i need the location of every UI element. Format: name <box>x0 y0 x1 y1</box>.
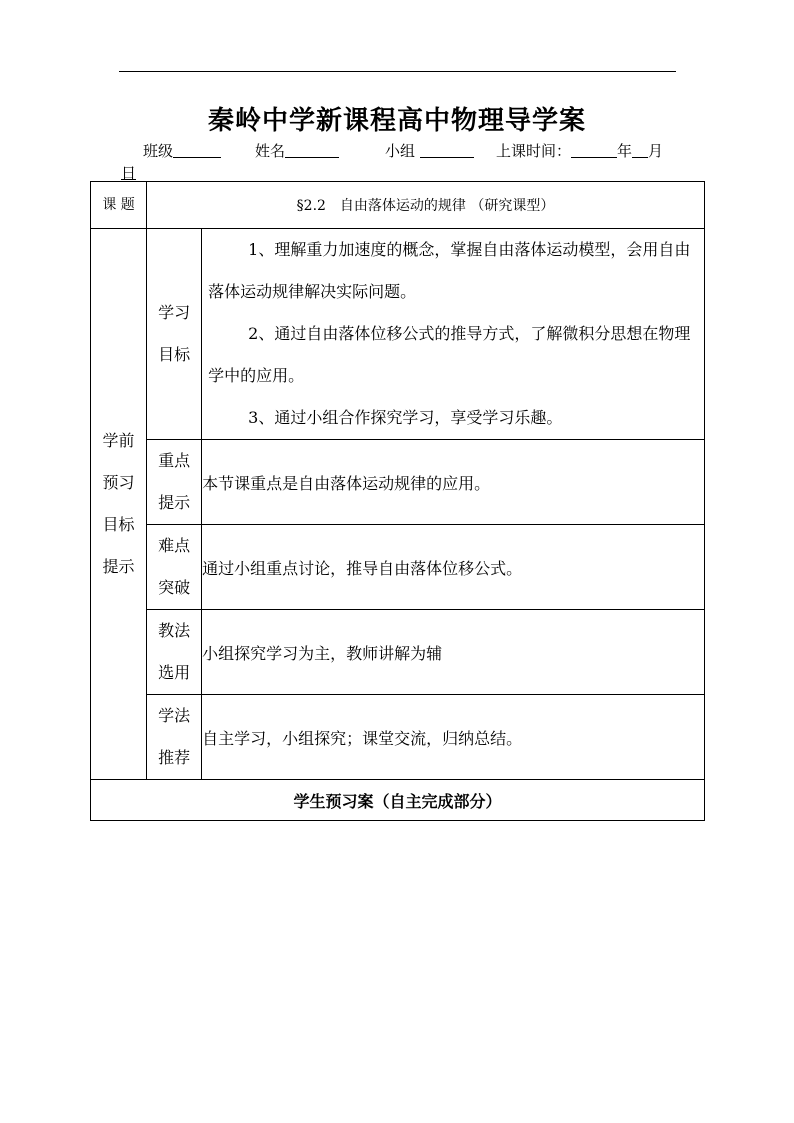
time-field: 上课时间： 年 月 <box>496 142 664 160</box>
name-field: 姓名 <box>255 140 339 161</box>
goal-item: 3、通过小组合作探究学习，享受学习乐趣。 <box>248 408 563 427</box>
table-row <box>91 229 705 440</box>
key-points-content: 本节课重点是自由落体运动规律的应用。 <box>202 440 705 525</box>
preview-section-title: 学生预习案（自主完成部分） <box>91 780 705 821</box>
learning-method-content: 自主学习，小组探究；课堂交流，归纳总结。 <box>202 695 705 780</box>
topic-row <box>91 182 705 229</box>
topic-label: 课 题 <box>91 182 147 229</box>
class-field: 班级 <box>143 140 221 161</box>
row-label-key-points: 重点 提示 <box>147 440 202 525</box>
topic-value: §2.2 自由落体运动的规律 （研究课型） <box>147 182 705 229</box>
row-label-teaching-method: 教法 选用 <box>147 610 202 695</box>
table-row <box>91 610 705 695</box>
teaching-method-content: 小组探究学习为主，教师讲解为辅 <box>202 610 705 695</box>
table-row <box>91 695 705 780</box>
row-label-difficulties: 难点 突破 <box>147 525 202 610</box>
footer-row <box>91 780 705 821</box>
section-label: 学前 预习 目标 提示 <box>91 229 147 780</box>
lesson-table <box>90 181 705 821</box>
page-title: 秦岭中学新课程高中物理导学案 <box>207 106 586 136</box>
goals-content <box>202 229 705 440</box>
row-label-learning-method: 学法 推荐 <box>147 695 202 780</box>
header-rule <box>119 71 676 72</box>
table-row <box>91 440 705 525</box>
difficulties-content: 通过小组重点讨论，推导自由落体位移公式。 <box>202 525 705 610</box>
day-label: 日 <box>121 164 137 182</box>
goal-item: 1、理解重力加速度的概念，掌握自由落体运动模型，会用自由落体运动规律解决实际问题。 <box>208 240 691 301</box>
group-field: 小组 <box>385 140 474 161</box>
goal-item: 2、通过自由落体位移公式的推导方式，了解微积分思想在物理学中的应用。 <box>208 324 691 385</box>
row-label-goals: 学习 目标 <box>147 229 202 440</box>
table-row <box>91 525 705 610</box>
